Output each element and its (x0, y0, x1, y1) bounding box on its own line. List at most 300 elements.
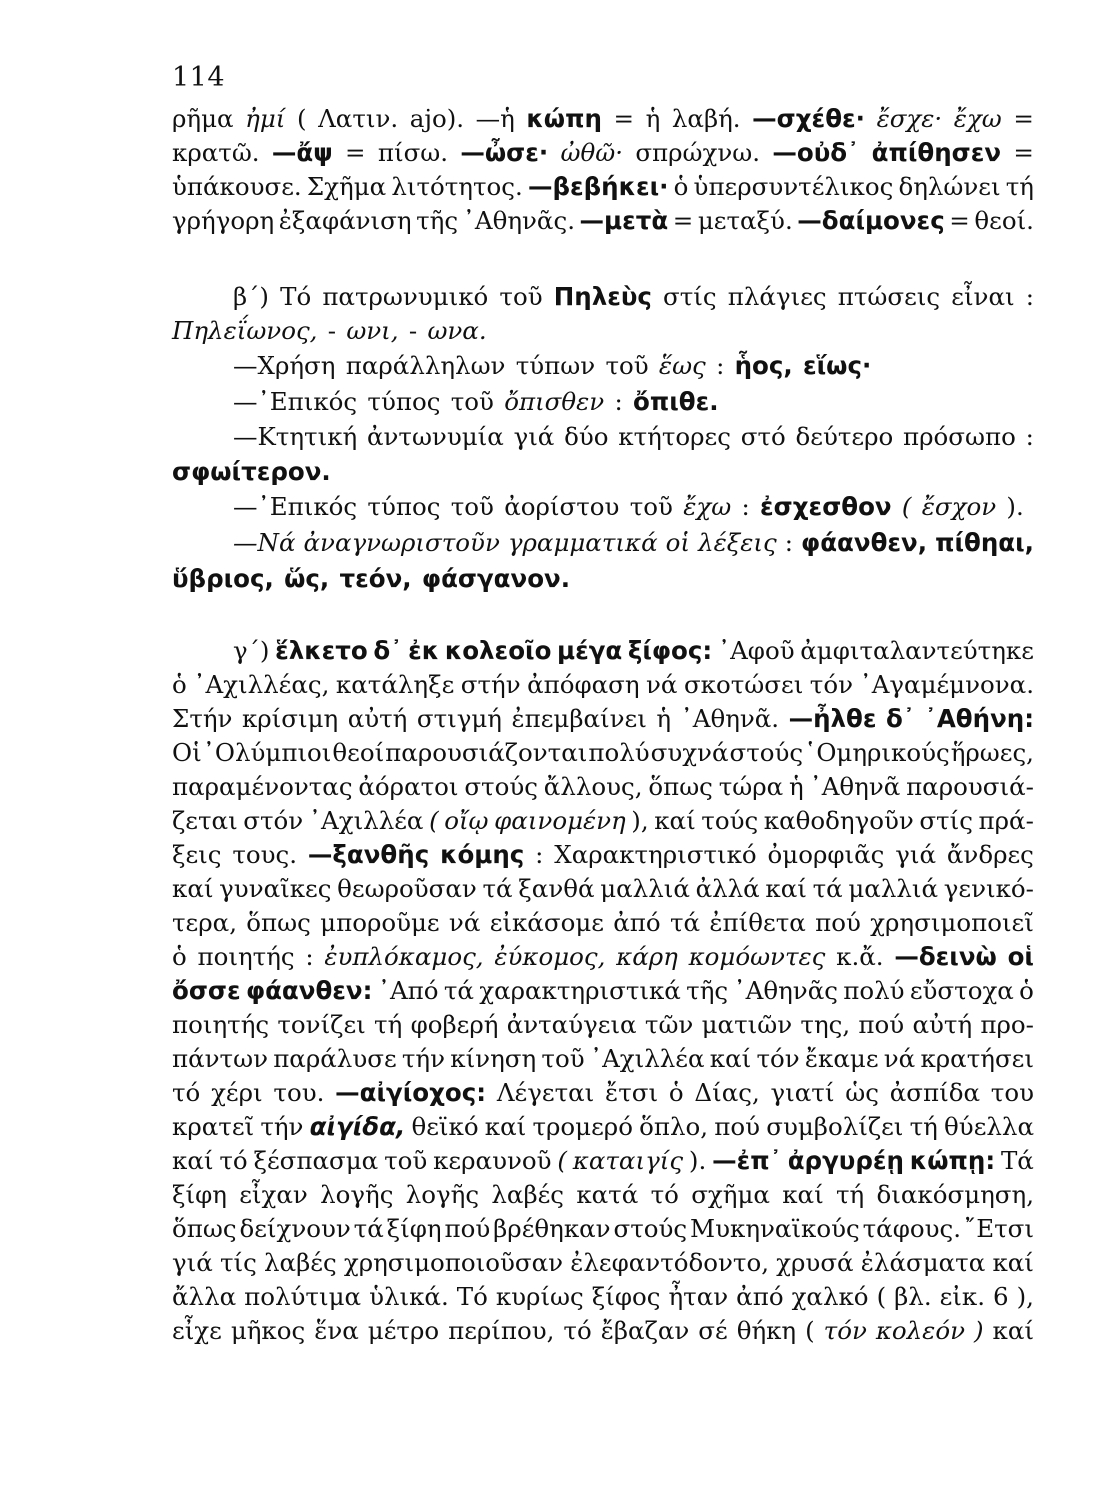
word: κ.ἄ. (836, 942, 884, 971)
word: ωνα. (427, 316, 487, 345)
word: φάανθεν: (245, 976, 373, 1005)
word: προ- (980, 1010, 1034, 1039)
word: στούς (729, 738, 804, 767)
word: ἧος, (734, 351, 793, 380)
word: ξίφη (386, 1214, 442, 1243)
word: θεοί. (974, 206, 1034, 235)
word: βλ. (894, 1282, 932, 1311)
text-line (172, 315, 1034, 347)
word: λέξεις (698, 528, 777, 557)
word: πολύ (588, 738, 650, 767)
text-line (172, 1213, 1034, 1245)
word: ὁ (673, 172, 689, 201)
word: : (1025, 282, 1034, 311)
word: τά (669, 908, 701, 937)
word: = (1013, 104, 1034, 133)
word: ὥς, (284, 564, 330, 593)
word: στήν (460, 670, 521, 699)
word: τύπων (515, 351, 596, 380)
word: : (535, 840, 544, 869)
text-line (172, 737, 1034, 769)
word: κεραυνοῦ (433, 1146, 552, 1175)
word: —ἐπ᾿ (712, 1146, 782, 1175)
word: στούς (613, 1214, 688, 1243)
word: —᾿Επικός (233, 387, 358, 416)
text-line (172, 941, 1034, 973)
word: ματιῶν (701, 1010, 793, 1039)
word: ᾿Αφοῦ (717, 636, 795, 665)
word: θύελλα (944, 1112, 1034, 1141)
word: : (716, 351, 725, 380)
text-line (172, 1111, 1034, 1143)
text-line (172, 975, 1034, 1007)
word: στόν (243, 806, 304, 835)
word: Δίας, (694, 1078, 760, 1107)
word: τοῦ (541, 1044, 585, 1073)
text-line (233, 491, 1034, 523)
word: Σχῆμα (306, 172, 387, 201)
text-line (233, 350, 1034, 382)
word: τούς (701, 806, 759, 835)
word: τά (353, 1214, 384, 1243)
word: ξέσπασμα (253, 1146, 379, 1175)
word: ἄλλα (172, 1282, 237, 1311)
word: —᾿Επικός (233, 492, 358, 521)
word: ᾿Αθήνη: (924, 704, 1034, 733)
word: πού (858, 1010, 905, 1039)
word: λογῆς (320, 1180, 394, 1209)
word: στιγμή (416, 704, 502, 733)
word: νά (448, 908, 481, 937)
word: εἰκ. (939, 1282, 986, 1311)
word: τήν (260, 1112, 304, 1141)
word: β΄) (233, 282, 269, 311)
word: : (741, 492, 750, 521)
word: —ἄψ (271, 138, 333, 167)
word: αὐτή (912, 1010, 973, 1039)
word: γιά (513, 422, 555, 451)
word: ἐσχεσθον (760, 492, 892, 521)
word: Πηλεΐωνος, (172, 316, 318, 345)
word: τοῦ (384, 1146, 428, 1175)
word: τοῦ (499, 282, 543, 311)
word: μέγα (557, 636, 623, 665)
word: ἐλεφαντόδοντο, (570, 1248, 769, 1277)
word: τά (482, 874, 513, 903)
word: ξίφος (591, 1282, 661, 1311)
text-line (172, 1043, 1034, 1075)
word: φάανθεν, (801, 528, 928, 557)
word: : (614, 387, 623, 416)
word: τό (563, 1316, 592, 1345)
word: —δεινὼ (894, 942, 997, 971)
word: φοβερή (410, 1010, 499, 1039)
word: τῶν (644, 1010, 694, 1039)
word: βρέθηκαν (493, 1214, 611, 1243)
word: καί (484, 1112, 527, 1141)
word: μποροῦμε (320, 908, 440, 937)
word: ἀπό (613, 908, 661, 937)
word: ὄσσε (172, 976, 241, 1005)
word: οἱ (1007, 942, 1034, 971)
word: χρυσά (776, 1248, 854, 1277)
text-line (172, 1009, 1034, 1041)
word: θεοί (332, 738, 385, 767)
word: οἴῳ (444, 806, 489, 835)
word: ἀόρατοι (358, 772, 459, 801)
word: τή (374, 1010, 403, 1039)
word: τώρα (718, 772, 784, 801)
word: —ὦσε· (460, 138, 549, 167)
word: παράλυσε (273, 1044, 397, 1073)
word: ἐκ (408, 636, 440, 665)
word: καί (765, 874, 807, 903)
word: νά (646, 670, 678, 699)
word: σφωίτερον. (172, 457, 331, 486)
word: Πηλεὺς (553, 282, 652, 311)
word: θήκη (736, 1316, 797, 1345)
word: της, (800, 1010, 851, 1039)
word: ( (805, 1316, 815, 1345)
word: τοῦ (450, 387, 494, 416)
word: ὕβριος, (172, 564, 274, 593)
word: τονίζει (277, 1010, 366, 1039)
word: κίνηση (450, 1044, 537, 1073)
text-line (172, 1247, 1034, 1279)
word: συχνά (650, 738, 729, 767)
word: παρουσιά- (906, 772, 1034, 801)
word: κτήτορες (618, 422, 731, 451)
word: ὁ (172, 670, 187, 699)
word: πρόσωπο (903, 422, 1016, 451)
word: ῾Ομηρικούς (804, 738, 950, 767)
word: ζεται (172, 806, 238, 835)
word: δηλώνει (898, 172, 1001, 201)
word: ἐλάσματα (860, 1248, 986, 1277)
text-line (172, 771, 1034, 803)
word: τήν (401, 1044, 446, 1073)
word: ᾿Ολύμπιοι (202, 738, 332, 767)
word: ἀορίστου (504, 492, 620, 521)
word: τή (835, 1180, 865, 1209)
word: σχῆμα (691, 1180, 770, 1209)
word: πού (714, 1112, 761, 1141)
word: περίπου, (448, 1316, 555, 1345)
word: ἀναγνωριστοῦν (303, 528, 500, 557)
word: κρίσιμη (241, 704, 339, 733)
word: παράλληλων (345, 351, 506, 380)
word: ποιητής (197, 942, 295, 971)
word: γιά (172, 1248, 213, 1277)
word: = (613, 104, 635, 133)
word: κυρίως (495, 1282, 584, 1311)
text-line (172, 205, 1034, 237)
word: στό (740, 422, 786, 451)
word: δείχνουν (239, 1214, 351, 1243)
word: δεύτερο (795, 422, 894, 451)
word: ὑπερσυντέλικος (693, 172, 894, 201)
word: πολύτιμα (244, 1282, 362, 1311)
word: —σχέθε· (752, 104, 865, 133)
word: —οὐδ᾿ (772, 138, 860, 167)
word: ὁ (172, 942, 187, 971)
word: ἠμί (245, 104, 286, 133)
text-line (172, 137, 1034, 169)
word: πίθηαι, (935, 528, 1034, 557)
word: ἕλκετο (275, 636, 368, 665)
word: ξανθά (518, 874, 595, 903)
word: κατάληξε (335, 670, 455, 699)
word: τοῦ (450, 492, 494, 521)
word: κάρη (616, 942, 678, 971)
text-line (172, 1077, 1034, 1109)
word: τύπος (367, 387, 441, 416)
text-line (233, 281, 1034, 313)
word: : (784, 528, 794, 557)
word: γιά (895, 840, 937, 869)
word: —ἡ (475, 104, 515, 133)
text-line (172, 1145, 1034, 1177)
word: τό (219, 1146, 248, 1175)
word: ἀπόφαση (527, 670, 640, 699)
word: ἀπίθησεν (871, 138, 1002, 167)
word: αὐτή (347, 704, 408, 733)
word: ( (557, 1146, 567, 1175)
word: κώπῃ: (909, 1146, 996, 1175)
word: τρομερό (532, 1112, 633, 1141)
word: ἀσπίδα (889, 1078, 980, 1107)
text-line (233, 635, 1034, 667)
word: του (990, 1078, 1034, 1107)
word: ὅπως (246, 908, 311, 937)
word: ἥρωες, (950, 738, 1034, 767)
word: ὠθῶ· (560, 138, 624, 167)
text-line (233, 527, 1034, 559)
word: ᾿Αθηνᾶς (733, 976, 838, 1005)
word: διακόσμηση, (876, 1180, 1034, 1209)
word: = (672, 206, 694, 235)
word: καί (992, 1316, 1034, 1345)
word: ἔτσι (605, 1078, 659, 1107)
text-line (172, 1315, 1034, 1347)
word: πάντων (172, 1044, 268, 1073)
word: - (327, 316, 337, 345)
word: τεόν, (339, 564, 412, 593)
word: τύπος (367, 492, 441, 521)
word: : (305, 942, 314, 971)
word: ἔχω (953, 104, 1002, 133)
text-line (172, 171, 1034, 203)
text-line (172, 103, 1034, 135)
word: ἐπεμβαίνει (511, 704, 647, 733)
word: τόν (823, 1316, 867, 1345)
word: ἔβαζαν (600, 1316, 690, 1345)
word: σκοτώσει (683, 670, 804, 699)
word: κόμης (440, 840, 525, 869)
word: σέ (698, 1316, 728, 1345)
word: τῆς (416, 206, 459, 235)
word: ποιητής (172, 1010, 270, 1039)
word: μαλλιά (600, 874, 690, 903)
word: εἰκάσομε (489, 908, 604, 937)
text-line (172, 563, 1034, 595)
word: τόν (756, 1044, 800, 1073)
word: ( (296, 104, 307, 133)
word: —βεβήκει· (527, 172, 669, 201)
word: : (1025, 422, 1034, 451)
word: Μυκηναϊκούς (690, 1214, 860, 1243)
word: αἰγίδα, (309, 1112, 406, 1141)
word: ) (973, 1316, 984, 1345)
word: του. (273, 1078, 325, 1107)
word: τή (1005, 172, 1034, 201)
word: πίσω. (377, 138, 449, 167)
word: παρουσιάζονται (385, 738, 588, 767)
word: ὁ (1019, 976, 1034, 1005)
word: ᾿Αχιλλέα (308, 806, 424, 835)
word: Τό (456, 1282, 488, 1311)
word: στούς (464, 772, 538, 801)
word: οἱ (665, 528, 691, 557)
word: Οἱ (172, 738, 202, 767)
word: Τό (280, 282, 312, 311)
word: γρήγορη (172, 206, 275, 235)
word: τά (812, 874, 843, 903)
word: ( (876, 1282, 887, 1311)
word: —Νά (233, 528, 296, 557)
text-line (172, 839, 1034, 871)
word: πτώσεις (837, 282, 941, 311)
word: ᾿Αθηνᾶς. (462, 206, 575, 235)
word: τά (443, 976, 474, 1005)
word: μῆκος (230, 1316, 306, 1345)
word: ἐύκομος, (494, 942, 606, 971)
word: κολεόν (875, 1316, 965, 1345)
word: γ΄) (233, 636, 270, 665)
word: ἡ (788, 772, 804, 801)
word: —ξανθῆς (307, 840, 430, 869)
word: λογῆς (405, 1180, 480, 1209)
word: φαινομένη (494, 806, 626, 835)
word: ), (631, 806, 649, 835)
word: Λέγεται (496, 1078, 595, 1107)
word: μεταξύ. (697, 206, 793, 235)
word: = (345, 138, 366, 167)
word: Λατιν. (318, 104, 399, 133)
word: καθοδηγοῦν (763, 806, 914, 835)
word: μέτρο (367, 1316, 440, 1345)
word: καί (782, 1180, 824, 1209)
word: ᾿Αγαμέμνονα. (859, 670, 1034, 699)
word: ἕως (658, 351, 706, 380)
word: πού (815, 908, 861, 937)
text-line (172, 873, 1034, 905)
word: Τά (1000, 1146, 1034, 1175)
word: καί (709, 1044, 752, 1073)
word: τό (650, 1180, 679, 1209)
word: ὡς (845, 1078, 879, 1107)
word: κρατῶ. (172, 138, 260, 167)
word: εἵως· (803, 351, 872, 380)
text-line (172, 1179, 1034, 1211)
word: πατρωνυμικό (322, 282, 489, 311)
word: ἡ (645, 104, 661, 133)
word: = (949, 206, 970, 235)
word: —Κτητική (233, 422, 358, 451)
word: ὅπλο, (639, 1112, 709, 1141)
word: τίς (219, 1248, 257, 1277)
word: γραμματικά (507, 528, 658, 557)
word: γυναῖκες (219, 874, 332, 903)
word: πού (444, 1214, 491, 1243)
word: ᾿Αχιλλέας, (193, 670, 330, 699)
word: τόν (809, 670, 853, 699)
word: λαβές (491, 1180, 565, 1209)
word: φάσγανον. (421, 564, 571, 593)
word: —αἰγίοχος: (335, 1078, 487, 1107)
word: τάφους. (862, 1214, 962, 1243)
text-line (233, 386, 1034, 418)
word: ξεις (172, 840, 222, 869)
page-number: 114 (172, 62, 226, 93)
word: δ᾿ (886, 704, 916, 733)
word: θεωροῦσαν (337, 874, 477, 903)
text-line (172, 907, 1034, 939)
word: κομόωντες (688, 942, 826, 971)
word: ᾿Από (377, 976, 439, 1005)
word: εἶναι (951, 282, 1015, 311)
word: κατά (576, 1180, 639, 1209)
word: δύο (564, 422, 609, 451)
word: μαλλιά (848, 874, 939, 903)
word: ὑπάκουσε. (172, 172, 302, 201)
word: —ἦλθε (788, 704, 877, 733)
word: τοῦ (629, 492, 673, 521)
word: ᾿Αχιλλέα (589, 1044, 705, 1073)
word: ἀλλά (695, 874, 760, 903)
word: δ᾿ (373, 636, 403, 665)
word: Στήν (172, 704, 233, 733)
word: ἕνα (314, 1316, 359, 1345)
word: ὄπιθε. (633, 387, 719, 416)
word: ( (901, 492, 912, 521)
word: εἶχε (172, 1316, 222, 1345)
word: ἀμφιταλαντεύτηκε (800, 636, 1034, 665)
word: τῆς (686, 976, 729, 1005)
word: ξίφη (172, 1180, 227, 1209)
word: ᾿Αθηνᾶ. (680, 704, 780, 733)
word: ἔσχον (921, 492, 997, 521)
word: ajo). (409, 104, 465, 133)
word: τό (172, 1078, 201, 1107)
word: ωνι, (346, 316, 399, 345)
text-line (172, 456, 1034, 488)
word: κρατήσει (920, 1044, 1034, 1073)
word: —Χρήση (233, 351, 336, 380)
word: στίς (919, 806, 973, 835)
text-line (172, 805, 1034, 837)
word: χαλκό (791, 1282, 869, 1311)
word: χαρακτηριστικά (479, 976, 681, 1005)
word: χρησιμοποιοῦσαν (343, 1248, 564, 1277)
word: καί (172, 1146, 214, 1175)
word: —μετὰ (579, 206, 669, 235)
word: τή (909, 1112, 938, 1141)
word: ἐυπλόκαμος, (324, 942, 484, 971)
word: νά (883, 1044, 916, 1073)
word: ἐξαφάνιση (278, 206, 412, 235)
word: ὀμορφιᾶς (767, 840, 885, 869)
